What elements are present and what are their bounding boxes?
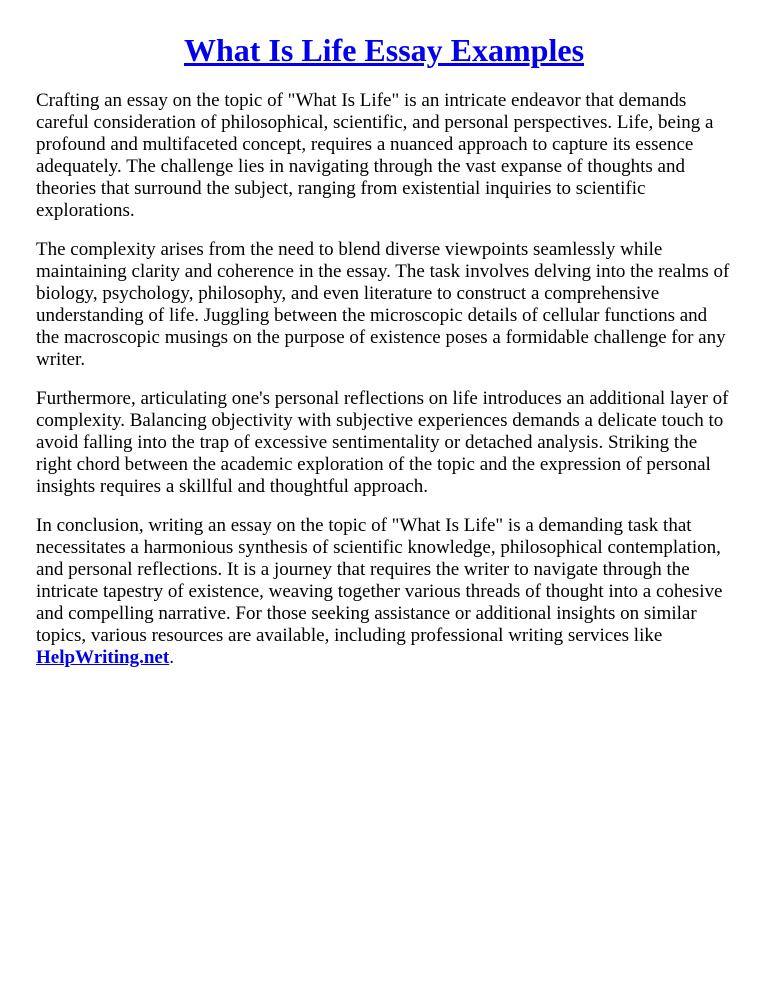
page-title <box>36 30 732 70</box>
conclusion-text: In conclusion, writing an essay on the topic of "What Is Life" is a demanding task that necessitates a harmonious synthesis of scientific knowledge, philosophical contemplation, and personal reflections. It is a journey that requires the writer to navigate through the intricate tapestry of existence, weaving together various threads of thought into a cohesive and compelling narrative. For those seeking assistance or additional insights on similar topics, various resources are available, including professional writing services like <box>36 515 723 646</box>
paragraph-1: Crafting an essay on the topic of "What Is Life" is an intricate endeavor that demands careful consideration of philosophical, scientific, and personal perspectives. Life, being a profound and multifaceted concept, requires a nuanced approach to capture its essence adequately. The challenge lies in navigating through the vast expanse of thoughts and theories that surround the subject, ranging from existential inquiries to scientific explorations. <box>36 90 714 221</box>
paragraph-3: Furthermore, articulating one's personal reflections on life introduces an additional layer of complexity. Balancing objectivity with subjective experiences demands a delicate touch to avoid falling into the trap of excessive sentimentality or detached analysis. Striking the right chord between the academic exploration of the topic and the expression of personal insights requires a skillful and thoughtful approach. <box>36 388 729 497</box>
conclusion-period: . <box>169 647 174 668</box>
paragraph-2: The complexity arises from the need to blend diverse viewpoints seamlessly while maintaining clarity and coherence in the essay. The task involves delving into the realms of biology, psychology, philosophy, and even literature to construct a comprehensive understanding of life. Juggling between the microscopic details of cellular functions and the macroscopic musings on the purpose of existence poses a formidable challenge for any writer. <box>36 239 730 370</box>
title-link[interactable]: What Is Life Essay Examples <box>183 32 585 68</box>
helpwriting-link[interactable]: HelpWriting.net <box>36 647 170 668</box>
conclusion-paragraph <box>36 515 732 669</box>
